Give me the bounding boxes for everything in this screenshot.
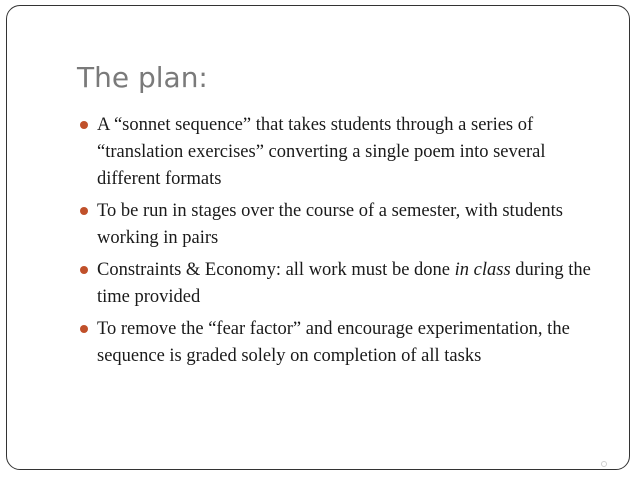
bullet-item-stages xyxy=(80,198,600,252)
bullet-text: To be run in stages over the course of a semester, with students working in pairs xyxy=(97,201,563,248)
slide-frame xyxy=(6,5,630,470)
emphasis-in-class: in class xyxy=(454,260,511,280)
bullet-item-sonnet-sequence xyxy=(80,112,600,193)
slide-title: The plan: xyxy=(77,61,208,94)
bullet-list xyxy=(80,112,600,375)
bullet-text: A “sonnet sequence” that takes students through a series of “translation exercises” converting a single poem into several different formats xyxy=(97,115,546,189)
bullet-dot-icon xyxy=(80,325,88,333)
bullet-item-constraints xyxy=(80,257,600,311)
bullet-dot-icon xyxy=(80,207,88,215)
bullet-text: Constraints & Economy: all work must be done in class during the time provided xyxy=(97,260,591,307)
bullet-item-fear-factor xyxy=(80,316,600,370)
bullet-dot-icon xyxy=(80,266,88,274)
bullet-text: To remove the “fear factor” and encourage experimentation, the sequence is graded solely on completion of all tasks xyxy=(97,319,570,366)
slide-corner-decoration xyxy=(601,461,607,467)
bullet-dot-icon xyxy=(80,121,88,129)
